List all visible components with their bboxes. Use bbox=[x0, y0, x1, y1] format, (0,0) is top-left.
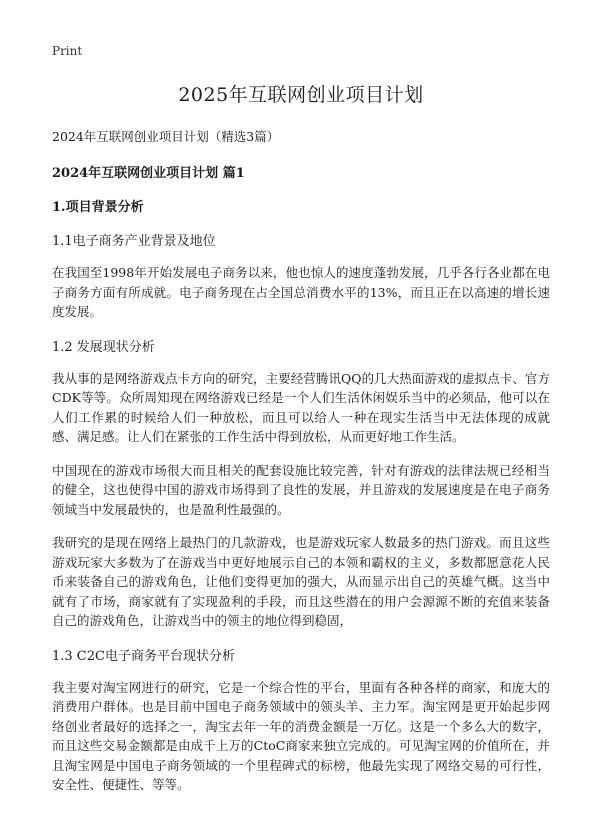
paragraph: 中国现在的游戏市场很大而且相关的配套设施比较完善，针对有游戏的法律法规已经相当的健全，这也使得中国的游戏市场得到了良性的发展，并且游戏的发展速度是在电子商务领域当中发展最快的，也是盈利性最强的。 bbox=[52, 462, 550, 517]
paragraph: 我研究的是现在网络上最热门的几款游戏，也是游戏玩家人数最多的热门游戏。而且这些游戏玩家大多数为了在游戏当中更好地展示自己的本领和霸权的主义，多数都愿意花人民币来装备自己的游戏角色，让他们变得更加的强大，从而显示出自己的英雄气概。这当中就有了市场，商家就有了实现盈利的手段，而且这些潜在的用户会源源不断的充值来装备自己的游戏角色，让游戏当中的领主的地位得到稳固， bbox=[52, 535, 550, 628]
subsection-heading: 1.3 C2C电子商务平台现状分析 bbox=[52, 648, 235, 664]
paragraph: 我从事的是网络游戏点卡方向的研究，主要经营腾讯QQ的几大热面游戏的虚拟点卡、官方CDK等等。众所周知现在网络游戏已经是一个人们生活休闲娱乐当中的必须品，他可以在人们工作累的时候给人们一种放松，而且可以给人一种在现实生活当中无法体现的成就感、满足感。让人们在紧张的工作生活中得到放松，从而更好地工作生活。 bbox=[52, 370, 550, 444]
section-heading: 1.项目背景分析 bbox=[52, 200, 144, 215]
page-title: 2025年互联网创业项目计划 bbox=[178, 84, 424, 106]
subsection-heading: 1.1电子商务产业背景及地位 bbox=[52, 234, 216, 249]
print-label[interactable]: Print bbox=[52, 44, 83, 58]
article-heading: 2024年互联网创业项目计划 篇1 bbox=[52, 166, 245, 181]
subsection-heading: 1.2 发展现状分析 bbox=[52, 339, 155, 355]
paragraph: 在我国至1998年开始发展电子商务以来，他也惊人的速度蓬勃发展，几乎各行各业都在电子商务方面有所成就。电子商务现在占全国总消费水平的13%，而且正在以高速的增长速度发展。 bbox=[52, 265, 550, 319]
paragraph: 我主要对淘宝网进行的研究，它是一个综合性的平台，里面有各种各样的商家，和庞大的消费用户群体。也是目前中国电子商务领域中的领头羊、主力军。淘宝网是更开始起步网络创业者最好的选择之一，淘宝去年一年的消费金额是一万亿。这是一个多么大的数字，而且这些交易金额都是由成千上万的CtoC商家来独立完成的。可见淘宝网的价值所在，并且淘宝网是中国电子商务领域的一个里程碑式的标榜，他最先实现了网络交易的可行性，安全性、便捷性、等等。 bbox=[52, 679, 550, 792]
document-subtitle: 2024年互联网创业项目计划（精选3篇） bbox=[52, 129, 280, 144]
